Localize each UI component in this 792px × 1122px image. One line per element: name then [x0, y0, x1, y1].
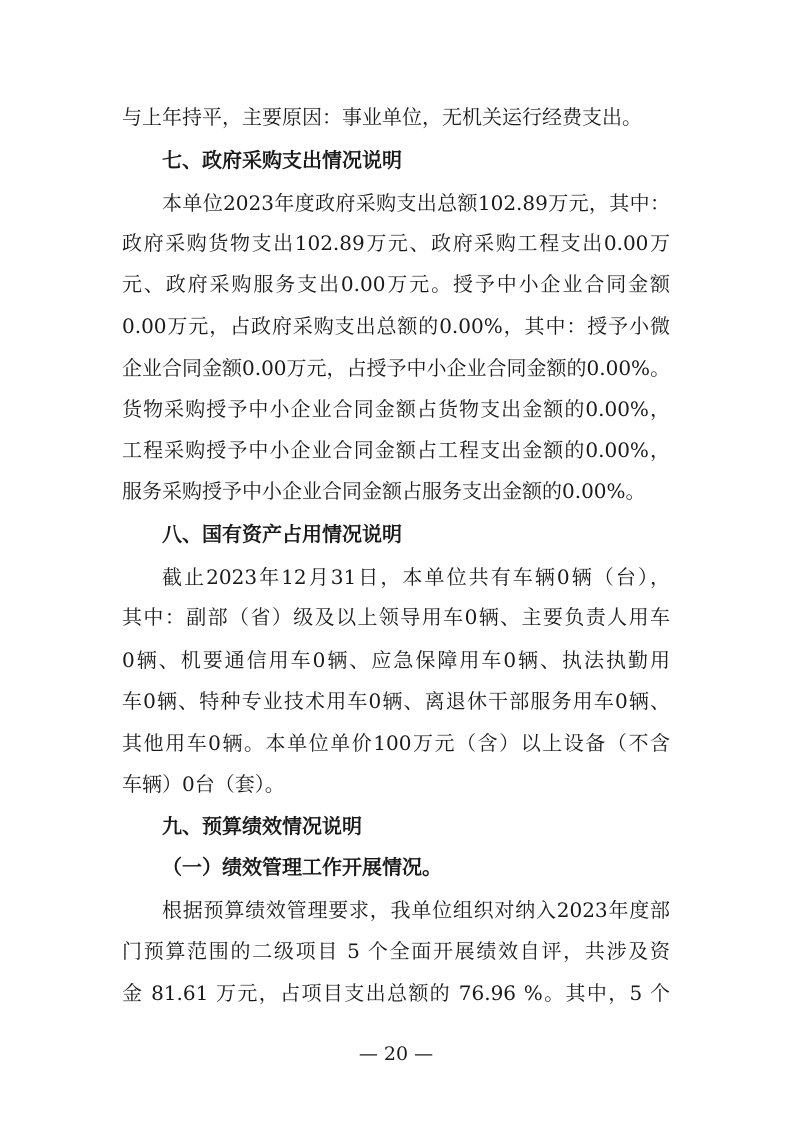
paragraph-line: 与上年持平，主要原因：事业单位，无机关运行经费支出。 — [122, 105, 642, 129]
section-heading-budget-performance: 九、预算绩效情况说明 — [162, 814, 362, 838]
paragraph-line: 门预算范围的二级项目 5 个全面开展绩效自评，共涉及资 — [122, 939, 670, 963]
paragraph-line: 截止2023年12月31日，本单位共有车辆0辆（台）， — [162, 565, 670, 589]
paragraph-line: 车0辆、特种专业技术用车0辆、离退休干部服务用车0辆、 — [122, 689, 670, 713]
page-number: — 20 — — [358, 1043, 434, 1065]
paragraph-line: 政府采购货物支出102.89万元、政府采购工程支出0.00万 — [122, 231, 670, 255]
paragraph-line: 其他用车0辆。本单位单价100万元（含）以上设备（不含 — [122, 731, 670, 755]
paragraph-line: 服务采购授予中小企业合同金额占服务支出金额的0.00%。 — [122, 479, 646, 503]
paragraph-line: 金 81.61 万元，占项目支出总额的 76.96 %。其中，5 个 — [122, 981, 670, 1005]
paragraph-line: 0.00万元，占政府采购支出总额的0.00%，其中：授予小微 — [122, 314, 670, 338]
paragraph-line: 元、政府采购服务支出0.00万元。授予中小企业合同金额 — [122, 272, 670, 296]
section-heading-state-assets: 八、国有资产占用情况说明 — [162, 522, 402, 546]
paragraph-line: 其中：副部（省）级及以上领导用车0辆、主要负责人用车 — [122, 605, 670, 629]
paragraph-line: 本单位2023年度政府采购支出总额102.89万元，其中： — [162, 191, 670, 215]
paragraph-line: 企业合同金额0.00万元，占授予中小企业合同金额的0.00%。 — [122, 356, 670, 380]
sub-heading-performance-management: （一）绩效管理工作开展情况。 — [162, 855, 442, 879]
paragraph-line: 根据预算绩效管理要求，我单位组织对纳入2023年度部 — [162, 898, 670, 922]
paragraph-line: 车辆）0台（套）。 — [122, 772, 285, 796]
paragraph-line: 工程采购授予中小企业合同金额占工程支出金额的0.00%， — [122, 438, 670, 462]
paragraph-line: 0辆、机要通信用车0辆、应急保障用车0辆、执法执勤用 — [122, 648, 670, 672]
section-heading-government-procurement: 七、政府采购支出情况说明 — [162, 148, 402, 172]
paragraph-line: 货物采购授予中小企业合同金额占货物支出金额的0.00%， — [122, 397, 670, 421]
